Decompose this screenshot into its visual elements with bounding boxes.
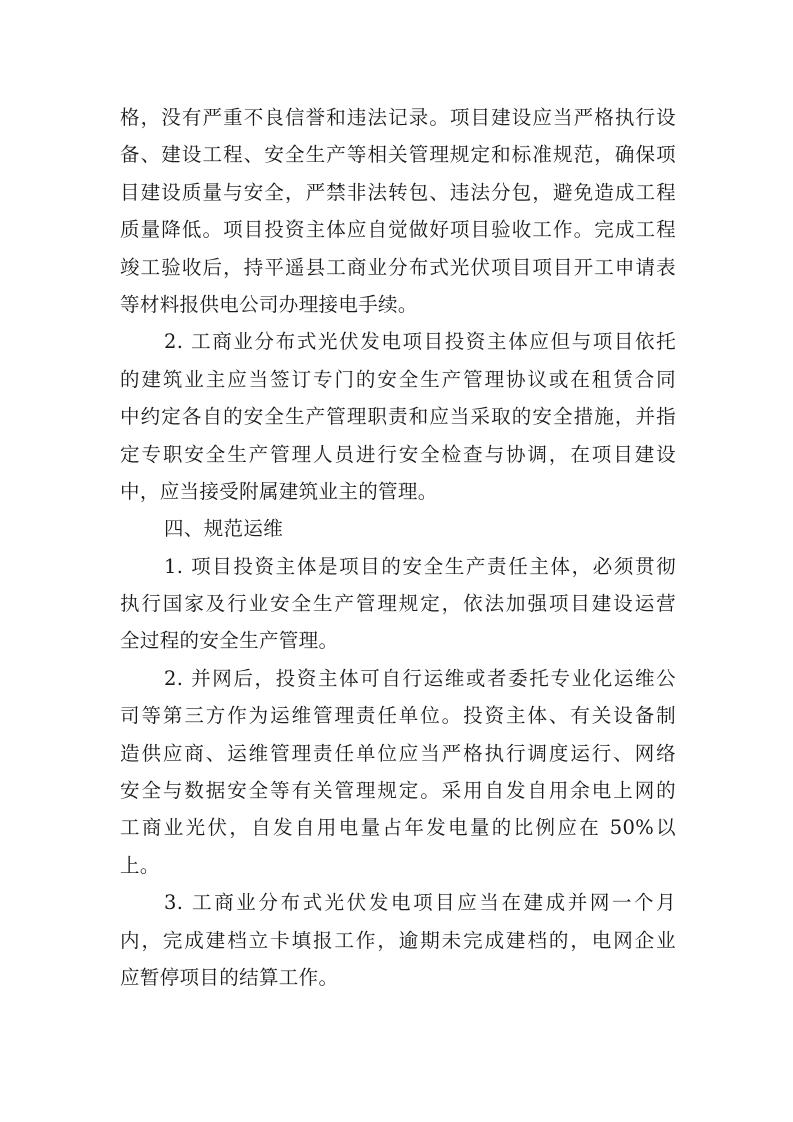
text-line: 应暂停项目的结算工作。 (120, 965, 339, 989)
text-line: 格，没有严重不良信誉和违法记录。项目建设应当严格执行设 (120, 106, 676, 129)
text-line: 2. 并网后，投资主体可自行运维或者委托专业化运维公 (164, 666, 676, 690)
text-line: 定专职安全生产管理人员进行安全检查与协调，在项目建设 (120, 442, 676, 466)
document-body (120, 99, 680, 996)
text-line: 中，应当接受附属建筑业主的管理。 (120, 479, 438, 503)
text-line: 工商业光伏，自发自用电量占年发电量的比例应在 50%以 (120, 816, 676, 840)
text-line: 质量降低。项目投资主体应自觉做好项目验收工作。完成工程 (120, 218, 676, 242)
text-line: 中约定各自的安全生产管理职责和应当采取的安全措施，并指 (120, 405, 676, 429)
text-line: 等材料报供电公司办理接电手续。 (120, 292, 418, 316)
text-line: 3. 工商业分布式光伏发电项目应当在建成并网一个月 (164, 891, 676, 915)
text-line: 目建设质量与安全，严禁非法转包、违法分包，避免造成工程 (120, 180, 676, 204)
text-line: 上。 (120, 853, 160, 877)
text-line: 造供应商、运维管理责任单位应当严格执行调度运行、网络 (120, 741, 676, 765)
section-heading: 四、规范运维 (164, 517, 284, 541)
paragraph-item-1-responsibility (120, 548, 680, 660)
text-line: 竣工验收后，持平遥县工商业分布式光伏项目项目开工申请表 (120, 255, 676, 279)
text-line: 执行国家及行业安全生产管理规定，依法加强项目建设运营 (120, 592, 676, 616)
text-line: 1. 项目投资主体是项目的安全生产责任主体，必须贯彻 (164, 554, 676, 578)
paragraph-item-2-grid-connection (120, 660, 680, 884)
text-line: 全过程的安全生产管理。 (120, 629, 339, 653)
text-line: 安全与数据安全等有关管理规定。采用自发自用余电上网的 (120, 779, 676, 803)
paragraph-item-3-archiving (120, 884, 680, 996)
section-heading-standardize-operations (120, 510, 680, 547)
text-line: 的建筑业主应当签订专门的安全生产管理协议或在租赁合同 (120, 367, 676, 391)
text-line: 司等第三方作为运维管理责任单位。投资主体、有关设备制 (120, 704, 676, 728)
text-line: 2. 工商业分布式光伏发电项目投资主体应但与项目依托 (164, 330, 676, 354)
paragraph-item-2-safety-agreement (120, 323, 680, 510)
text-line: 内，完成建档立卡填报工作，逾期未完成建档的，电网企业 (120, 928, 676, 952)
text-line: 备、建设工程、安全生产等相关管理规定和标准规范，确保项 (120, 143, 676, 167)
paragraph-construction-requirements (120, 99, 680, 323)
